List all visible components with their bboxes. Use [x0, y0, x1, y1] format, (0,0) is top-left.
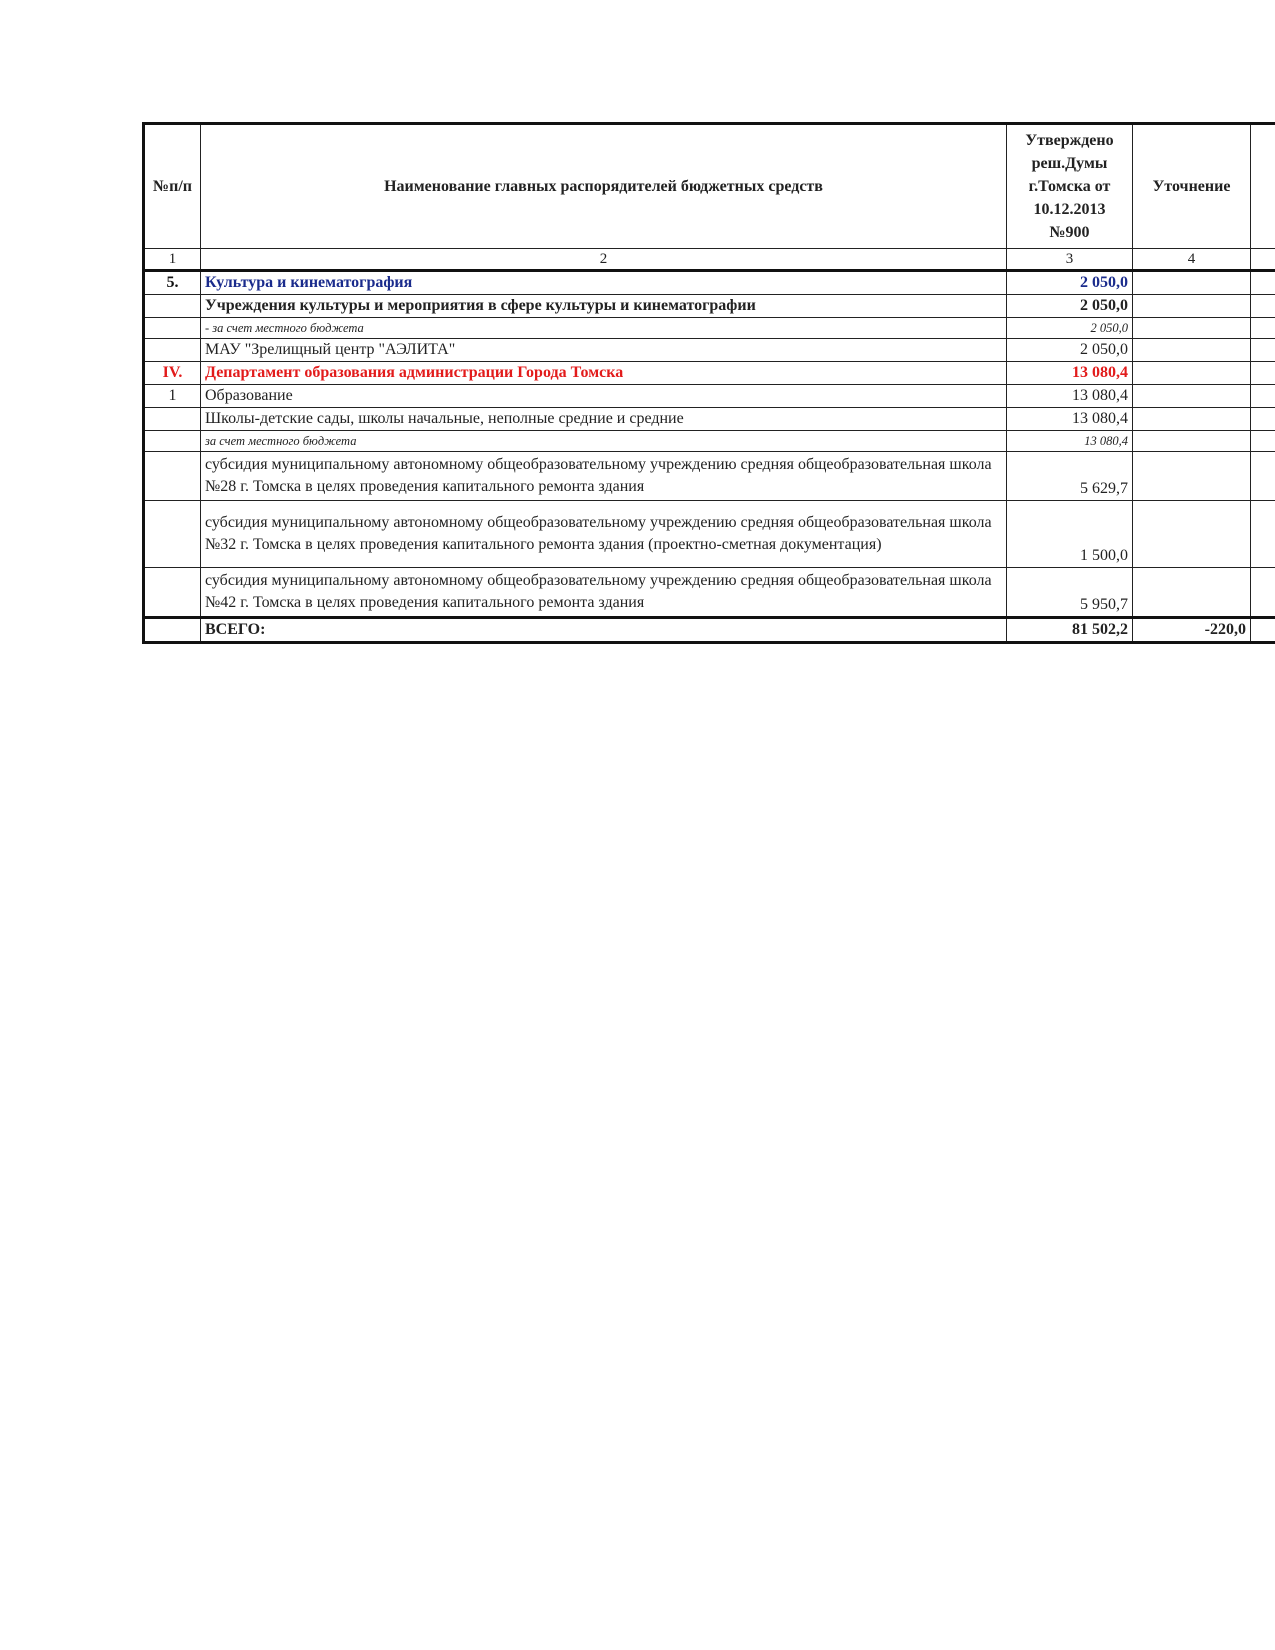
table-row: [144, 271, 1275, 295]
total-approved: 81 502,2: [1007, 618, 1133, 643]
header-number: №п/п: [144, 124, 201, 249]
row-change: [1133, 271, 1251, 295]
row-change: [1133, 362, 1251, 385]
row-approved: 13 080,4: [1007, 408, 1133, 431]
row-approved: 5 629,7: [1007, 452, 1133, 501]
column-number: 3: [1007, 249, 1133, 271]
row-approved: 13 080,4: [1007, 362, 1133, 385]
row-extra: [1251, 339, 1275, 362]
table-row: [144, 431, 1275, 452]
row-approved: 13 080,4: [1007, 385, 1133, 408]
row-change: [1133, 339, 1251, 362]
row-change: [1133, 408, 1251, 431]
table-row: [144, 318, 1275, 339]
row-extra: [1251, 362, 1275, 385]
row-extra: [1251, 271, 1275, 295]
row-extra: [1251, 385, 1275, 408]
row-approved: 1 500,0: [1007, 501, 1133, 568]
row-change: [1133, 501, 1251, 568]
table-row: [144, 568, 1275, 618]
row-approved: 5 950,7: [1007, 568, 1133, 618]
row-approved: 2 050,0: [1007, 318, 1133, 339]
row-change: [1133, 385, 1251, 408]
row-name: - за счет местного бюджета: [201, 318, 1007, 339]
row-extra: [1251, 452, 1275, 501]
header-approved: Утверждено реш.Думы г.Томска от 10.12.2013 №900: [1007, 124, 1133, 249]
column-number-row: [144, 249, 1275, 271]
row-change: [1133, 318, 1251, 339]
total-number: [144, 618, 201, 643]
row-number: [144, 431, 201, 452]
row-extra: [1251, 408, 1275, 431]
total-change: -220,0: [1133, 618, 1251, 643]
row-name: МАУ "Зрелищный центр "АЭЛИТА": [201, 339, 1007, 362]
row-approved: 2 050,0: [1007, 339, 1133, 362]
row-number: IV.: [144, 362, 201, 385]
row-name: Учреждения культуры и мероприятия в сфере культуры и кинематографии: [201, 295, 1007, 318]
total-extra: [1251, 618, 1275, 643]
row-change: [1133, 568, 1251, 618]
row-change: [1133, 431, 1251, 452]
table-row: [144, 339, 1275, 362]
row-number: 5.: [144, 271, 201, 295]
row-number: [144, 452, 201, 501]
row-name: субсидия муниципальному автономному общеобразовательному учреждению средняя общеобразовательная школа №32 г. Томска в целях проведения капитального ремонта здания (проектно-сметная документация): [201, 501, 1007, 568]
row-name: Департамент образования администрации Города Томска: [201, 362, 1007, 385]
column-number: [1251, 249, 1275, 271]
row-name: Школы-детские сады, школы начальные, неполные средние и средние: [201, 408, 1007, 431]
table-header-row: [144, 124, 1275, 249]
budget-table: [142, 122, 1275, 644]
row-name: Образование: [201, 385, 1007, 408]
row-number: [144, 318, 201, 339]
row-number: [144, 408, 201, 431]
row-approved: 13 080,4: [1007, 431, 1133, 452]
row-change: [1133, 452, 1251, 501]
header-change: Уточнение: [1133, 124, 1251, 249]
header-name: Наименование главных распорядителей бюджетных средств: [201, 124, 1007, 249]
total-row: [144, 618, 1275, 643]
row-extra: [1251, 318, 1275, 339]
row-extra: [1251, 295, 1275, 318]
row-number: [144, 295, 201, 318]
total-label: ВСЕГО:: [201, 618, 1007, 643]
row-change: [1133, 295, 1251, 318]
row-name: за счет местного бюджета: [201, 431, 1007, 452]
row-number: [144, 339, 201, 362]
row-approved: 2 050,0: [1007, 295, 1133, 318]
row-approved: 2 050,0: [1007, 271, 1133, 295]
row-extra: [1251, 501, 1275, 568]
row-number: 1: [144, 385, 201, 408]
table-row: [144, 295, 1275, 318]
header-extra: [1251, 124, 1275, 249]
column-number: 2: [201, 249, 1007, 271]
column-number: 1: [144, 249, 201, 271]
row-number: [144, 501, 201, 568]
table-row: [144, 385, 1275, 408]
table-row: [144, 362, 1275, 385]
row-name: Культура и кинематография: [201, 271, 1007, 295]
budget-table-page: [142, 122, 1275, 644]
row-name: субсидия муниципальному автономному общеобразовательному учреждению средняя общеобразовательная школа №42 г. Томска в целях проведения капитального ремонта здания: [201, 568, 1007, 618]
row-extra: [1251, 431, 1275, 452]
row-number: [144, 568, 201, 618]
table-row: [144, 501, 1275, 568]
row-name: субсидия муниципальному автономному общеобразовательному учреждению средняя общеобразовательная школа №28 г. Томска в целях проведения капитального ремонта здания: [201, 452, 1007, 501]
table-row: [144, 452, 1275, 501]
column-number: 4: [1133, 249, 1251, 271]
row-extra: [1251, 568, 1275, 618]
table-row: [144, 408, 1275, 431]
